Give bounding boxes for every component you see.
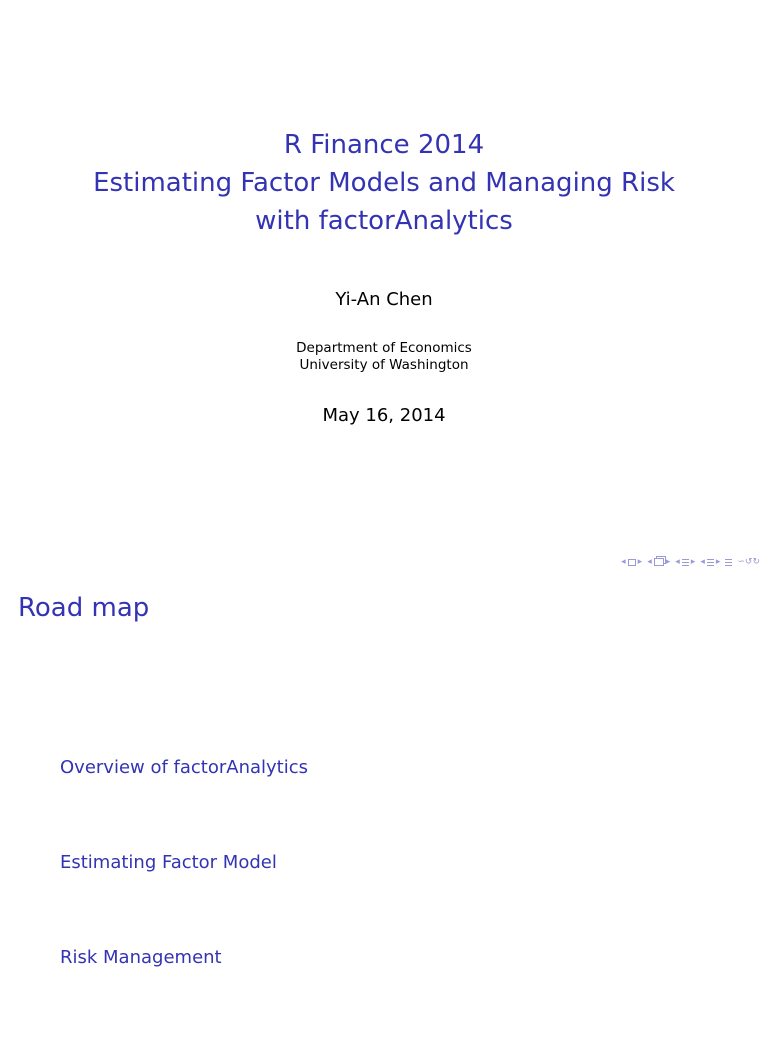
presentation-title <box>0 126 768 240</box>
toc-item-overview[interactable]: Overview of factorAnalytics <box>60 757 309 778</box>
nav-subsection-icon[interactable] <box>682 559 689 566</box>
roadmap-slide <box>0 576 768 1024</box>
institute <box>0 340 768 374</box>
author-name: Yi-An Chen <box>335 289 433 310</box>
nav-frames-icon[interactable] <box>654 558 664 566</box>
frame-title: Road map <box>18 593 150 623</box>
title-line-2: Estimating Factor Models and Managing Risk <box>93 168 675 198</box>
nav-search-icon[interactable]: ∽↺↻ <box>737 557 760 567</box>
nav-slide-box-icon[interactable] <box>628 559 636 566</box>
nav-section-group[interactable] <box>700 556 720 568</box>
nav-align-icon[interactable] <box>725 559 732 566</box>
nav-frame-prev-icon[interactable]: ◂ <box>647 557 652 567</box>
nav-frame-group[interactable] <box>647 556 670 568</box>
nav-frame-next-icon[interactable]: ▸ <box>665 557 671 567</box>
nav-section-next-icon[interactable]: ▸ <box>715 557 721 567</box>
title-line-1: R Finance 2014 <box>283 130 485 160</box>
institute-line-2: University of Washington <box>299 357 469 373</box>
nav-next-arrow-icon[interactable]: ▸ <box>637 557 643 567</box>
nav-search-group[interactable] <box>737 556 760 568</box>
nav-slide-group[interactable] <box>621 556 642 568</box>
institute-line-1: Department of Economics <box>296 340 472 356</box>
beamer-navigation-bar <box>621 556 760 568</box>
table-of-contents <box>60 756 308 1041</box>
presentation-date: May 16, 2014 <box>322 405 446 426</box>
toc-item-risk[interactable]: Risk Management <box>60 947 222 968</box>
nav-subsection-group[interactable] <box>675 556 695 568</box>
nav-prev-arrow-icon[interactable]: ◂ <box>621 557 626 567</box>
nav-section-prev-icon[interactable]: ◂ <box>700 557 705 567</box>
nav-section-icon[interactable] <box>707 559 714 566</box>
title-line-3: with factorAnalytics <box>255 206 513 236</box>
nav-subsection-next-icon[interactable]: ▸ <box>690 557 696 567</box>
nav-align-group[interactable] <box>725 559 732 566</box>
toc-item-estimating[interactable]: Estimating Factor Model <box>60 852 277 873</box>
nav-subsection-prev-icon[interactable]: ◂ <box>675 557 680 567</box>
